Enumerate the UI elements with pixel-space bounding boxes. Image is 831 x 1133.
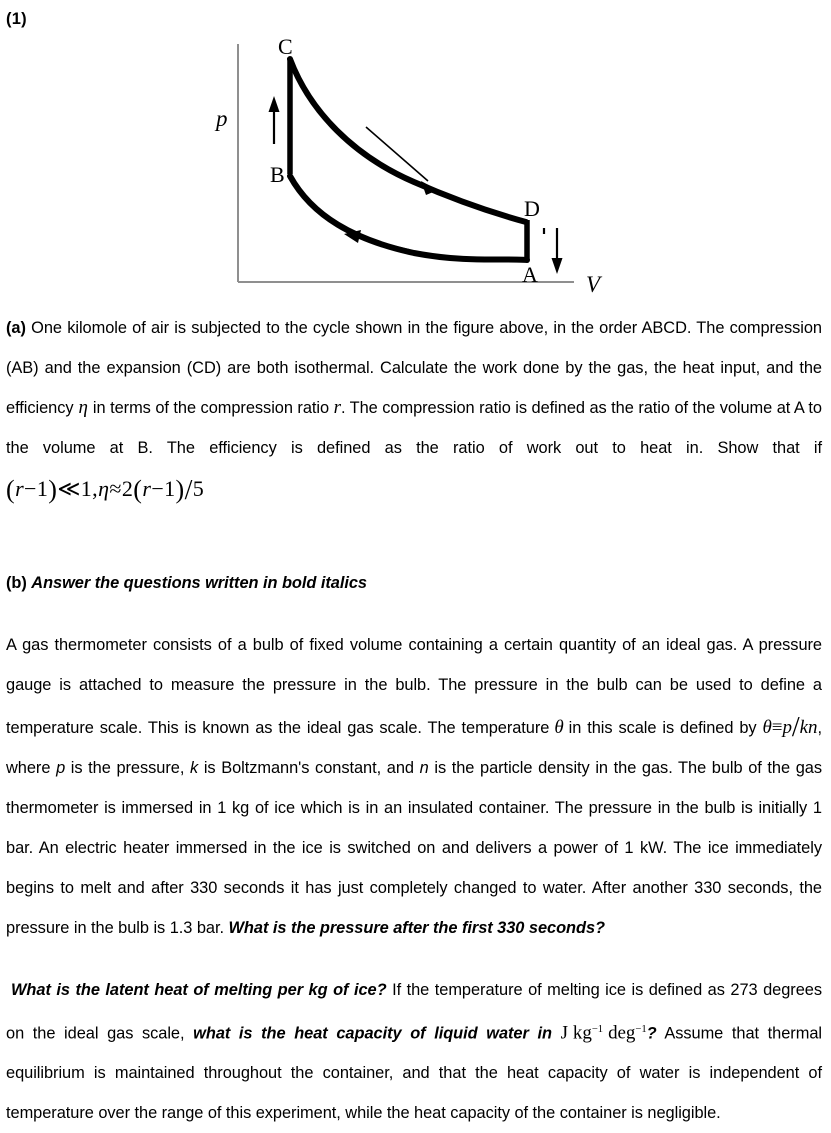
italic-n: n (419, 758, 429, 777)
italic-k: k (190, 758, 199, 777)
part-a-paragraph (6, 308, 822, 511)
formula-minus-one: −1 (24, 475, 49, 501)
question-3-qmark: ? (646, 1023, 657, 1042)
part-b-paragraph-2 (6, 970, 822, 1133)
formula-close-paren-2: ) (175, 474, 185, 504)
arrow-up-head (269, 96, 280, 112)
part-b-text-2b: Assume that thermal equilibrium is maintained throughout the container, and that the heat capacity of water is independent of temperature over the range of this experiment, while the heat capacity of the container is negligible. (6, 1023, 822, 1122)
formula-one: 1 (80, 475, 93, 501)
part-b-text-1d: is the pressure, (70, 758, 185, 777)
formula-close-paren: ) (48, 474, 58, 504)
curve-cd-isotherm (290, 59, 526, 222)
formula-five: 5 (192, 475, 205, 501)
part-b-text-1b: in this scale is defined by (568, 718, 757, 737)
section-gap (6, 511, 822, 563)
formula-r-3: r (142, 475, 152, 501)
arrow-down-head (552, 258, 563, 274)
italic-p: p (56, 758, 66, 777)
part-b-label: (b) (6, 573, 27, 592)
formula-eta-2: η (98, 475, 110, 501)
unit-deg-exponent: −1 (635, 1023, 647, 1035)
pv-diagram-figure (6, 34, 822, 304)
unit-kg: kg (572, 1021, 592, 1043)
part-a-label: (a) (6, 318, 26, 337)
part-a-text-3: . The compression ratio is defined as the ratio of the volume at A to the volume at B. The efficiency is defined as the ratio of work out to heat in. Show that if (6, 398, 822, 457)
formula-r-2: r (15, 475, 25, 501)
paragraph-gap (6, 948, 822, 970)
formula-approx: ≈ (109, 475, 122, 501)
part-b-text-1e: is Boltzmann's constant, and (203, 758, 414, 777)
y-axis-label: p (216, 105, 228, 131)
r-symbol-1: r (333, 396, 341, 418)
part-a-text-2: in terms of the compression ratio (92, 398, 330, 417)
pv-diagram-svg (214, 34, 614, 304)
part-a-text-1: One kilomole of air is subjected to the cycle shown in the figure above, in the order ABCD. The compression (AB) and the expansion (CD) are both isothermal. Calculate the work done by the gas, the heat input, and the efficiency (6, 318, 823, 417)
part-b-instruction: Answer the questions written in bold italics (31, 573, 367, 592)
formula-slash: / (184, 474, 193, 506)
part-a-formula (6, 474, 205, 506)
theta-symbol-1: θ (554, 716, 564, 738)
part-b-text-2a: If the temperature of melting ice is defined as 273 degrees on the ideal gas scale, (6, 980, 822, 1042)
part-b-text-1c: , where (6, 718, 823, 777)
eta-symbol-1: η (78, 396, 88, 418)
part-b-paragraph-1 (6, 625, 822, 948)
x-axis-label: V (586, 271, 601, 297)
formula-open-paren-2: ( (133, 474, 143, 504)
part-b-heading (6, 563, 822, 603)
part-b-text-1f: is the particle density in the gas. The bulb of the gas thermometer is immersed in 1 kg of ice which is in an insulated container. The pressure in the bulb is initially 1 bar. An electric heater immersed in the ice is switched on and delivers a power of 1 kW. The ice immediately begins to melt and after 330 seconds it has just completely changed to water. After another 330 seconds, the pressure in the bulb is 1.3 bar. (6, 758, 822, 937)
unit-joule: J (560, 1021, 568, 1043)
part-b-text-1a: A gas thermometer consists of a bulb of fixed volume containing a certain quantity of an ideal gas. A pressure gauge is attached to measure the pressure in the bulb. The pressure in the bulb can be used to define a temperature scale. This is known as the ideal gas scale. The temperature (6, 635, 822, 737)
point-label-b: B (270, 161, 285, 187)
bold-question-2: What is the latent heat of melting per kg of ice? (11, 980, 387, 999)
formula-minus-one-2: −1 (151, 475, 176, 501)
point-label-a: A (522, 261, 538, 287)
formula-ll: ≪ (57, 475, 81, 501)
point-label-c: C (278, 33, 293, 59)
kn-symbol: kn (799, 716, 818, 738)
p-symbol: p (782, 716, 792, 738)
bold-question-1: What is the pressure after the first 330 seconds? (228, 918, 605, 937)
formula-two: 2 (121, 475, 134, 501)
formula-open-paren: ( (6, 474, 16, 504)
unit-kg-exponent: −1 (591, 1023, 604, 1035)
equiv-symbol: ≡ (771, 716, 783, 738)
question-number: (1) (6, 10, 27, 28)
unit-deg: deg (608, 1021, 636, 1043)
arrow-ab-shaft (356, 237, 410, 250)
heading-gap (6, 603, 822, 625)
formula-comma: , (92, 475, 99, 501)
theta-symbol-2: θ (762, 716, 772, 738)
bold-question-3: what is the heat capacity of liquid water in (193, 1023, 552, 1042)
curve-ab-isotherm (290, 176, 527, 260)
kn-slash: / (791, 711, 800, 743)
point-label-d: D (524, 195, 540, 221)
